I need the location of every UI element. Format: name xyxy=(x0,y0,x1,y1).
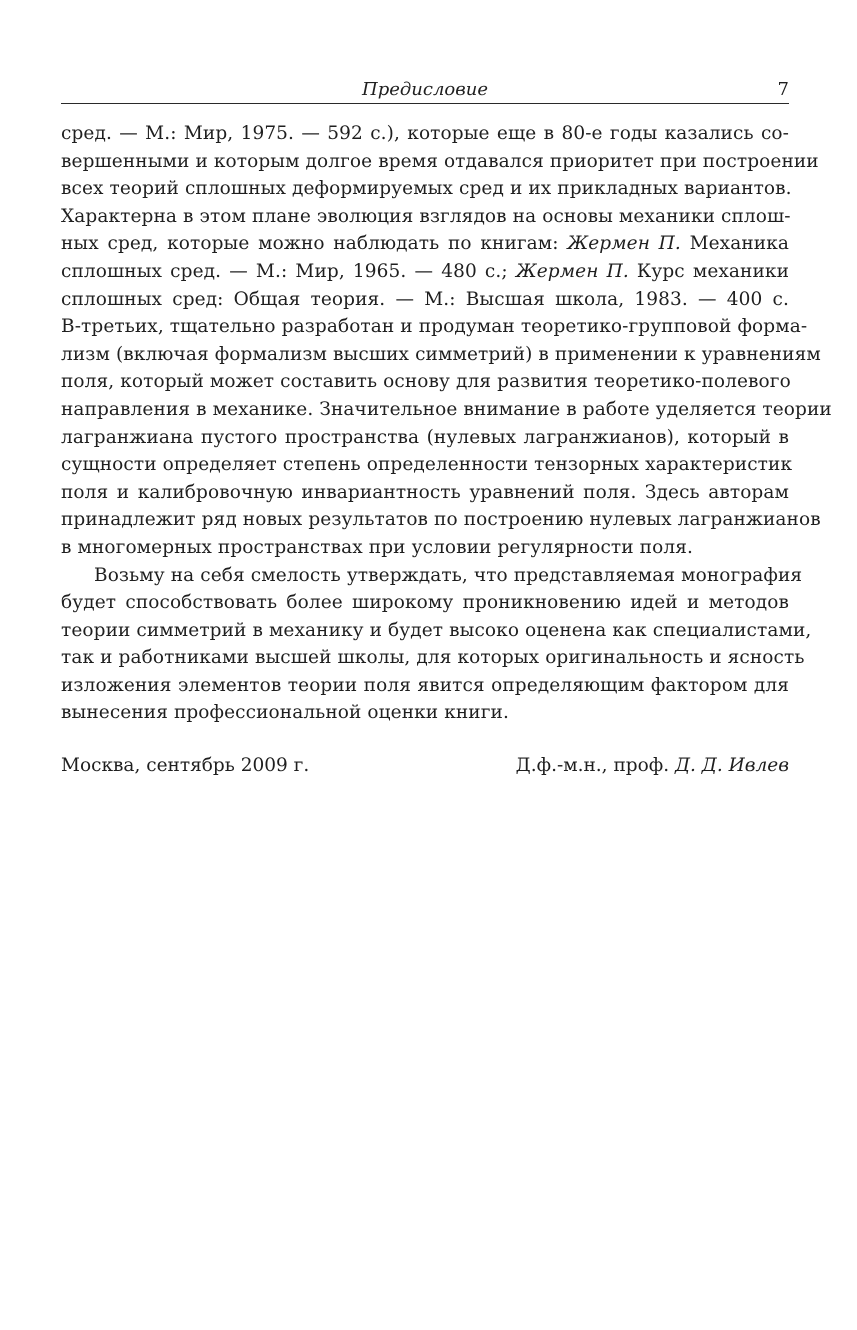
text-line: сред. — М.: Мир, 1975. — 592 с.), которые еще в 80-е годы казались со- xyxy=(61,123,789,144)
text-line: лизм (включая формализм высших симметрий) в применении к уравнениям xyxy=(61,343,821,365)
text-line: теории симметрий в механику и будет высоко оценена как специалистами, xyxy=(61,619,812,641)
text-line: вершенными и которым долгое время отдавался приоритет при построении xyxy=(61,150,819,172)
text-line: сущности определяет степень определенности тензорных характеристик xyxy=(61,454,793,476)
running-header xyxy=(61,79,789,104)
text-line: сплошных сред: Общая теория. — М.: Высшая школа, 1983. — 400 с. xyxy=(61,288,789,310)
text-line: поля и калибровочную инвариантность уравнений поля. Здесь авторам xyxy=(61,481,789,503)
author-title: Д.ф.-м.н., проф. xyxy=(515,755,675,776)
text-line: В-третьих, тщательно разработан и продуман теоретико-групповой форма- xyxy=(61,316,808,338)
author-signature xyxy=(516,752,789,779)
text-line: вынесения профессиональной оценки книги. xyxy=(61,702,509,724)
text-line: лагранжиана пустого пространства (нулевых лагранжианов), который в xyxy=(61,426,789,448)
text-line: ных сред, которые можно наблюдать по книгам: Жермен П. Механика xyxy=(61,233,789,255)
text-line: изложения элементов теории поля явится определяющим фактором для xyxy=(61,674,789,696)
text-line: направления в механике. Значительное внимание в работе уделяется теории xyxy=(61,398,832,420)
author-name: Д. Д. Ивлев xyxy=(675,755,789,776)
text-line: Возьму на себя смелость утверждать, что представляемая монография xyxy=(94,564,803,586)
text-line: Характерна в этом плане эволюция взглядов на основы механики сплош- xyxy=(61,205,791,227)
text-line: будет способствовать более широкому проникновению идей и методов xyxy=(61,592,789,614)
text-line: всех теорий сплошных деформируемых сред и их прикладных вариантов. xyxy=(61,178,792,200)
signature-block xyxy=(61,752,789,780)
text-line: так и работниками высшей школы, для которых оригинальность и ясность xyxy=(61,647,805,669)
place-date: Москва, сентябрь 2009 г. xyxy=(61,755,310,776)
body-text xyxy=(61,120,832,727)
header-title: Предисловие xyxy=(362,79,488,100)
page-number: 7 xyxy=(777,79,789,100)
text-line: сплошных сред. — М.: Мир, 1965. — 480 с.; Жермен П. Курс механики xyxy=(61,260,790,282)
paragraph-1 xyxy=(61,120,832,562)
author-citation: Жермен П. xyxy=(567,233,681,255)
text-line: принадлежит ряд новых результатов по построению нулевых лагранжианов xyxy=(61,509,821,531)
text-line: в многомерных пространствах при условии регулярности поля. xyxy=(61,536,693,558)
author-citation: Жермен П. xyxy=(515,260,629,282)
paragraph-2 xyxy=(61,562,812,728)
text-line: поля, который может составить основу для развития теоретико-полевого xyxy=(61,371,791,393)
